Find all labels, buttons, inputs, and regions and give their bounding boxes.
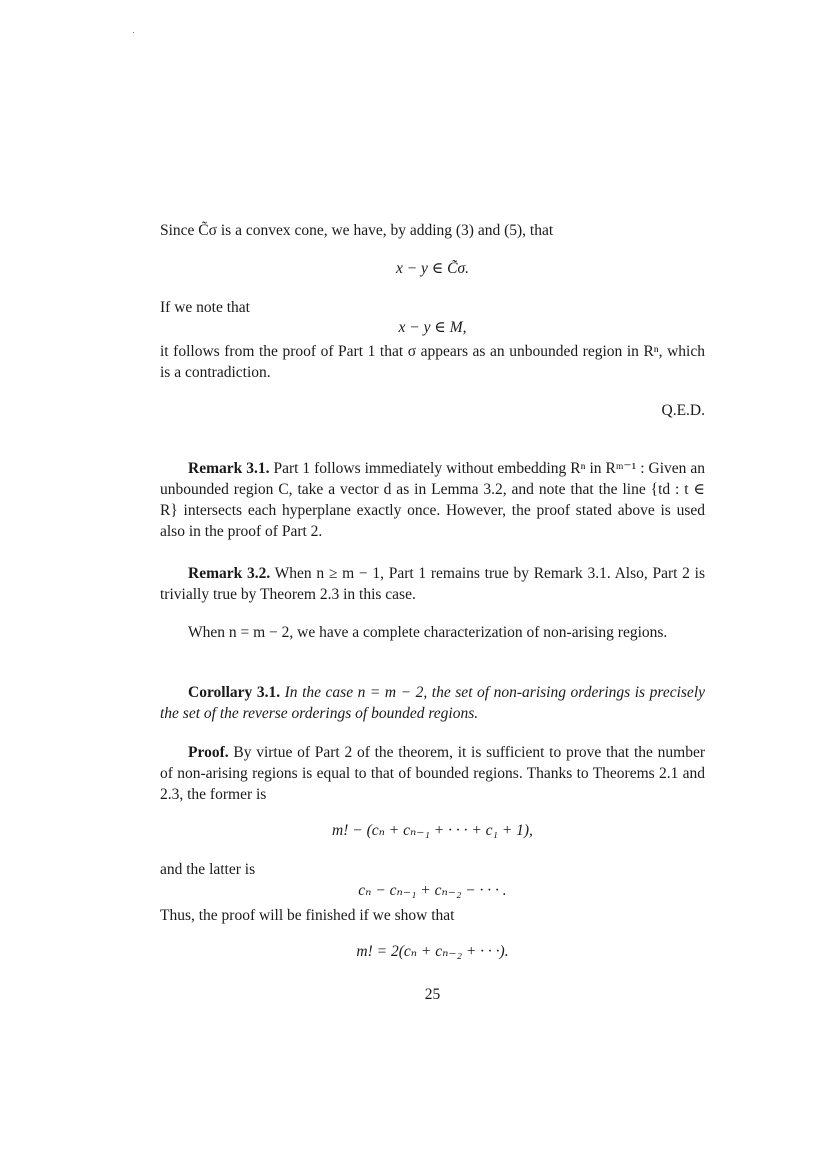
equation-convex: x − y ∈ C̃σ. xyxy=(395,260,470,277)
equation-final: m! = 2(cₙ + cₙ₋₂ + · · ·). xyxy=(356,943,509,960)
remark-3-2-label: Remark 3.2. xyxy=(188,565,271,582)
scan-speck xyxy=(133,32,134,33)
text-line-latter: and the latter is xyxy=(160,861,256,878)
proof-label: Proof. xyxy=(188,744,229,761)
paragraph-characterization: When n = m − 2, we have a complete characterization of non-arising regions. xyxy=(188,624,668,641)
remark-3-1 xyxy=(160,458,705,542)
proof-paragraph xyxy=(160,742,705,805)
qed-mark: Q.E.D. xyxy=(661,402,705,419)
remark-3-2-text: When n ≥ m − 1, Part 1 remains true by Remark 3.1. Also, Part 2 is trivially true by Theorem 2.3 in this case. xyxy=(160,565,705,603)
text-paragraph-contradiction: it follows from the proof of Part 1 that σ appears as an unbounded region in Rⁿ, which is a contradiction. xyxy=(160,343,705,381)
corollary-3-1 xyxy=(160,682,705,724)
remark-3-1-label: Remark 3.1. xyxy=(188,460,270,477)
text-line-since: Since C̃σ is a convex cone, we have, by adding (3) and (5), that xyxy=(160,222,554,239)
equation-latter: cₙ − cₙ₋₁ + cₙ₋₂ − · · · . xyxy=(358,882,507,899)
corollary-label: Corollary 3.1. xyxy=(188,684,281,701)
proof-text: By virtue of Part 2 of the theorem, it is sufficient to prove that the number of non-arising regions is equal to that of bounded regions. Thanks to Theorems 2.1 and 2.3, the former is xyxy=(160,744,705,803)
text-line-note: If we note that xyxy=(160,299,250,316)
remark-3-2 xyxy=(160,563,705,605)
corollary-text: In the case n = m − 2, the set of non-arising orderings is precisely the set of the reverse orderings of bounded regions. xyxy=(160,684,705,722)
text-line-thus: Thus, the proof will be finished if we show that xyxy=(160,907,455,924)
equation-member: x − y ∈ M, xyxy=(398,319,467,336)
remark-3-1-text: Part 1 follows immediately without embedding Rⁿ in Rᵐ⁻¹ : Given an unbounded region C, take a vector d as in Lemma 3.2, and note that the line {td : t ∈ R} intersects each hyperplane exactly once. However, the proof stated above is used also in the proof of Part 2. xyxy=(160,460,705,540)
page-number: 25 xyxy=(424,986,441,1003)
equation-former: m! − (cₙ + cₙ₋₁ + · · · + c₁ + 1), xyxy=(332,822,533,839)
